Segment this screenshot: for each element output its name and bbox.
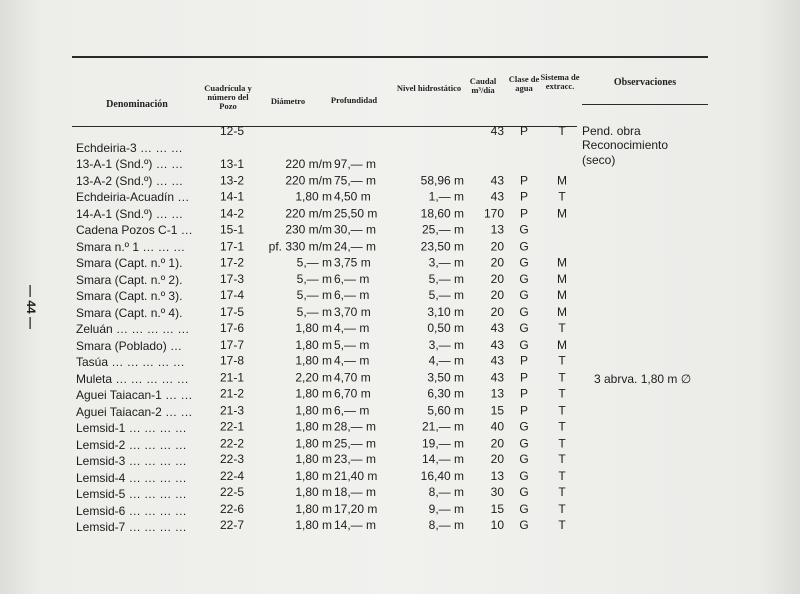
cell-diametro: 220 m/m [285,173,332,188]
cell-sistema: T [558,189,566,204]
table-row [0,388,800,406]
cell-clase: P [519,402,528,417]
cell-denominacion: Lemsid-6 … … … … [76,503,187,518]
cell-diametro: 1,80 m [295,468,332,483]
cell-diametro: 5,— m [296,255,332,270]
cell-profundidad: 97,— m [334,156,377,171]
cell-diametro: pf. 330 m/m [268,238,332,253]
cell-profundidad: 4,— m [334,353,370,368]
cell-clase: G [519,271,529,286]
cell-diametro: 1,80 m [295,353,332,368]
cell-denominacion: Lemsid-3 … … … … [76,454,187,468]
cell-denominacion: Echdeiria-Acuadín … [76,190,190,204]
cell-profundidad: 28,— m [334,419,377,434]
cell-nivel: 5,60 m [427,402,464,417]
cell-profundidad: 6,— m [334,288,370,303]
cell-denominacion: Smara n.º 1 … … … [76,239,186,254]
cell-diametro: 1,80 m [295,419,332,434]
cell-cuadricula: 22-5 [219,485,245,500]
cell-profundidad: 18,— m [334,485,377,500]
header-clase: Clase de agua [508,74,540,93]
cell-caudal: 43 [490,124,504,138]
table-row [0,289,800,307]
table-row [0,322,800,340]
cell-diametro: 230 m/m [285,222,332,237]
table-row [0,435,800,456]
cell-denominacion: Smara (Capt. n.º 1). [76,256,183,270]
cell-caudal: 20 [490,255,504,270]
cell-cuadricula: 17-7 [219,337,245,352]
cell-nivel: 3,— m [428,337,464,352]
header-nivel: Nivel hidrostático [396,83,462,93]
cell-cuadricula: 22-2 [219,435,245,450]
cell-clase: G [519,238,529,253]
cell-caudal: 20 [490,271,504,286]
cell-sistema: T [558,452,566,467]
table-row [0,141,800,159]
cell-cuadricula: 14-2 [219,206,245,221]
observacion-line-3: (seco) [582,153,616,167]
cell-profundidad: 6,— m [334,402,370,417]
table-row [0,339,800,357]
cell-sistema: M [557,271,567,286]
cell-clase: P [519,206,528,221]
cell-nivel: 8,— m [428,485,464,500]
cell-clase: G [519,468,529,483]
cell-clase: G [519,485,529,500]
cell-cuadricula: 17-3 [219,271,245,286]
cell-caudal: 20 [490,435,504,450]
table-row [0,501,800,522]
cell-caudal: 43 [490,337,504,352]
cell-cuadricula: 17-5 [219,304,245,319]
cell-sistema: T [558,353,566,368]
header-cuadricula: Cuadrícula y número del Pozo [204,83,252,111]
cell-sistema: T [558,435,566,450]
cell-cuadricula: 22-4 [219,468,245,483]
cell-profundidad: 3,75 m [334,255,371,270]
cell-cuadricula: 21-1 [219,370,245,385]
cell-denominacion: Muleta … … … … … [76,371,189,386]
cell-denominacion: Smara (Capt. n.º 3). [76,289,183,303]
cell-denominacion: Echdeiria-3 … … … [76,140,183,155]
cell-caudal: 40 [490,419,504,434]
cell-sistema: T [558,402,566,417]
cell-diametro: 5,— m [296,271,332,286]
cell-denominacion: Cadena Pozos C-1 … [76,223,193,237]
cell-cuadricula: 13-1 [219,156,245,171]
cell-nivel: 9,— m [428,501,464,516]
cell-caudal: 13 [490,386,504,401]
cell-diametro: 2,20 m [295,370,332,385]
cell-cuadricula: 15-1 [219,222,245,237]
cell-nivel: 5,— m [428,288,464,303]
table-row [0,256,800,274]
table-row [0,157,800,175]
cell-cuadricula: 22-3 [219,452,245,467]
cell-caudal: 13 [490,468,504,483]
cell-diametro: 220 m/m [285,156,332,171]
cell-nivel: 8,— m [428,517,464,532]
cell-denominacion: Aguei Taiacan-1 … … [76,388,193,402]
cell-diametro: 1,80 m [295,386,332,401]
table-row [0,223,800,241]
cell-sistema: M [557,173,567,188]
cell-profundidad: 24,— m [334,238,377,253]
cell-sistema: M [557,337,567,352]
table-row [0,517,800,538]
cell-clase: G [519,255,529,270]
cell-nivel: 3,— m [428,255,464,270]
observacion-line-1: Pend. obra [582,124,641,138]
page-number: — 44 — [24,285,38,330]
cell-diametro: 5,— m [296,304,332,319]
cell-profundidad: 5,— m [334,337,370,352]
table-row [0,421,800,439]
cell-nivel: 21,— m [421,419,464,434]
cell-cuadricula: 13-2 [219,173,245,188]
cell-cuadricula: 21-2 [219,386,245,401]
cell-clase: P [519,173,528,188]
cell-caudal: 15 [490,501,504,516]
table-row [0,207,800,225]
table-row [0,454,800,472]
cell-caudal: 43 [490,320,504,335]
cell-profundidad: 6,— m [334,271,370,286]
cell-nivel: 1,— m [428,189,464,204]
cell-clase: G [519,501,529,516]
table-row [0,240,800,258]
cell-nivel: 25,— m [421,222,464,237]
table-top-rule [72,56,708,58]
cell-denominacion: Lemsid-2 … … … … [76,437,187,452]
cell-caudal: 20 [490,238,504,253]
cell-cuadricula: 17-1 [219,238,245,253]
cell-clase: G [519,517,529,532]
cell-diametro: 1,80 m [295,501,332,516]
cell-clase: G [519,337,529,352]
cell-nivel: 0,50 m [427,320,464,335]
cell-diametro: 1,80 m [295,337,332,352]
cell-denominacion: 14-A-1 (Snd.º) … … [76,206,184,221]
cell-profundidad: 21,40 m [334,468,378,483]
cell-profundidad: 17,20 m [334,501,378,516]
table-row [0,174,800,192]
cell-clase: G [519,288,529,303]
cell-denominacion: Smara (Capt. n.º 2). [76,272,183,287]
cell-diametro: 1,80 m [295,452,332,467]
cell-sistema: T [558,501,566,516]
cell-diametro: 220 m/m [285,206,332,221]
cell-caudal: 43 [490,173,504,188]
cell-sistema: T [558,124,566,138]
cell-clase: G [519,304,529,319]
cell-profundidad: 25,50 m [334,206,378,221]
table-row [0,124,800,142]
cell-nivel: 19,— m [421,435,464,450]
cell-cuadricula: 17-4 [219,288,245,303]
cell-diametro: 1,80 m [295,517,332,532]
cell-diametro: 1,80 m [295,435,332,450]
cell-diametro: 1,80 m [295,402,332,417]
cell-caudal: 43 [490,370,504,385]
observaciones-rule [582,104,708,105]
cell-denominacion: Smara (Poblado) … [76,338,183,353]
header-caudal: Caudal m³/día [469,76,497,95]
cell-denominacion: Lemsid-4 … … … … [76,470,187,485]
cell-profundidad: 6,70 m [334,386,371,401]
cell-profundidad: 25,— m [334,435,377,450]
cell-cuadricula: 14-1 [219,189,245,204]
table-row [0,306,800,324]
cell-caudal: 30 [490,485,504,500]
cell-clase: P [519,189,528,204]
cell-nivel: 3,50 m [427,370,464,385]
cell-caudal: 15 [490,402,504,417]
cell-denominacion: Smara (Capt. n.º 4). [76,305,183,320]
cell-denominacion: Lemsid-1 … … … … [76,421,187,435]
observacion-line-2: Reconocimiento [582,138,669,152]
cell-nivel: 23,50 m [420,238,464,253]
cell-cuadricula: 17-2 [219,255,245,270]
cell-cuadricula: 22-7 [219,517,245,532]
cell-denominacion: Aguei Taiacan-2 … … [76,404,193,419]
cell-sistema: M [557,206,567,221]
cell-profundidad: 4,— m [334,320,370,335]
cell-nivel: 6,30 m [427,386,464,401]
header-diametro: Diámetro [270,96,306,106]
table-row [0,355,800,373]
cell-denominacion: Lemsid-5 … … … … [76,487,187,501]
cell-clase: G [519,452,529,467]
cell-sistema: M [557,304,567,319]
cell-denominacion: Tasúa … … … … … [76,355,185,369]
table-row [0,487,800,505]
cell-clase: P [519,370,528,385]
table-row [0,402,800,423]
cell-profundidad: 4,70 m [334,370,371,385]
cell-cuadricula: 12-5 [219,124,245,138]
cell-nivel: 58,96 m [420,173,464,188]
cell-sistema: M [557,255,567,270]
cell-caudal: 20 [490,288,504,303]
cell-sistema: T [558,320,566,335]
cell-nivel: 14,— m [421,452,464,467]
cell-diametro: 1,80 m [295,485,332,500]
cell-nivel: 16,40 m [420,468,464,483]
cell-nivel: 5,— m [428,271,464,286]
cell-diametro: 1,80 m [295,189,332,204]
cell-denominacion: 13-A-1 (Snd.º) … … [76,157,184,171]
cell-cuadricula: 22-6 [219,501,245,516]
cell-profundidad: 14,— m [334,517,377,532]
cell-cuadricula: 17-8 [219,353,245,368]
header-profundidad: Profundidad [330,95,378,105]
cell-sistema: T [558,517,566,532]
cell-denominacion: 13-A-2 (Snd.º) … … [76,173,184,188]
cell-sistema: T [558,386,566,401]
cell-profundidad: 75,— m [334,173,377,188]
cell-nivel: 18,60 m [420,206,464,221]
cell-caudal: 13 [490,222,504,237]
cell-diametro: 5,— m [296,288,332,303]
cell-nivel: 4,— m [428,353,464,368]
observacion-aguei: 3 abrva. 1,80 m ∅ [594,372,692,386]
cell-caudal: 43 [490,189,504,204]
cell-caudal: 10 [490,517,504,532]
cell-clase: G [519,320,529,335]
cell-profundidad: 23,— m [334,452,377,467]
cell-clase: G [519,222,529,237]
cell-diametro: 1,80 m [295,320,332,335]
cell-cuadricula: 21-3 [219,402,245,417]
cell-clase: P [519,353,528,368]
cell-caudal: 20 [490,304,504,319]
cell-cuadricula: 17-6 [219,320,245,335]
cell-profundidad: 30,— m [334,222,377,237]
header-observaciones: Observaciones [613,77,677,88]
cell-denominacion: Zeluán … … … … … [76,322,190,336]
cell-sistema: T [558,468,566,483]
cell-clase: G [519,419,529,434]
cell-cuadricula: 22-1 [219,419,245,434]
cell-caudal: 20 [490,452,504,467]
cell-profundidad: 4,50 m [334,189,371,204]
cell-sistema: M [557,288,567,303]
cell-caudal: 170 [483,206,504,221]
cell-clase: P [519,386,528,401]
cell-denominacion: Lemsid-7 … … … … [76,520,187,534]
cell-sistema: T [558,419,566,434]
cell-clase: P [519,124,528,138]
cell-clase: G [519,435,529,450]
table-row [0,468,800,489]
cell-caudal: 43 [490,353,504,368]
cell-profundidad: 3,70 m [334,304,371,319]
header-sistema: Sistema de extracc. [540,72,580,91]
cell-nivel: 3,10 m [427,304,464,319]
cell-sistema: T [558,485,566,500]
table-row [0,190,800,208]
cell-sistema: T [558,370,566,385]
table-row [0,273,800,291]
header-denominacion: Denominación [106,99,168,110]
